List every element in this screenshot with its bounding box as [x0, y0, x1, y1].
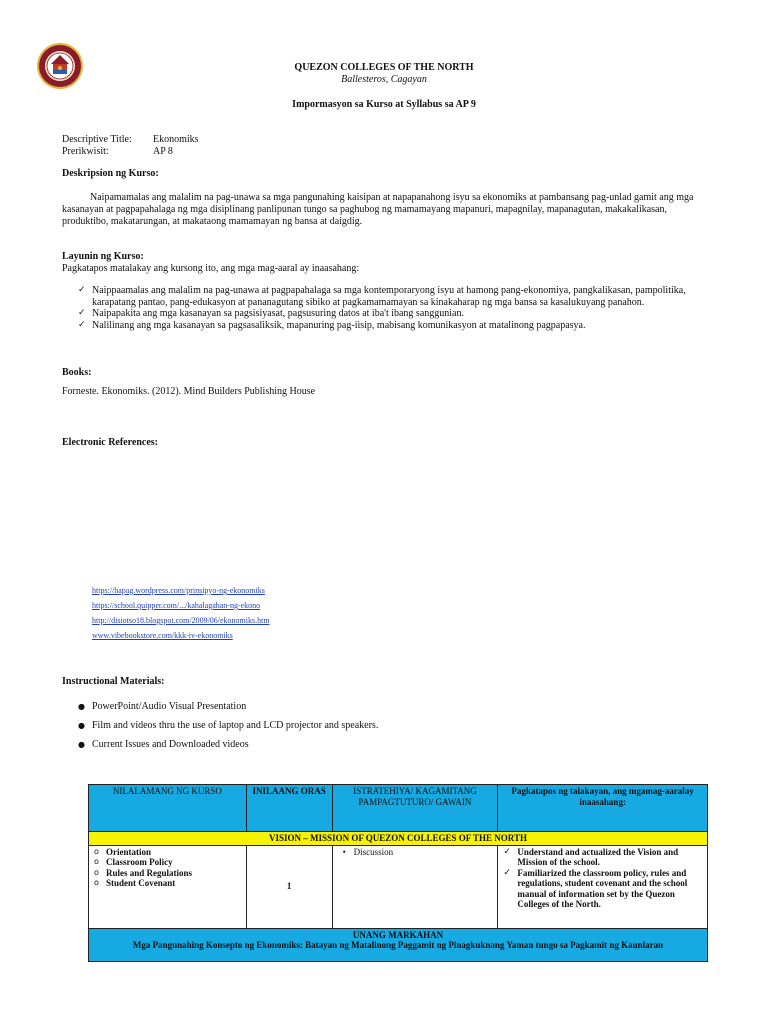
electronic-refs-heading: Electronic References: — [62, 437, 158, 448]
outcomes-cell — [498, 845, 708, 928]
vision-mission-text: VISION – MISSION OF QUEZON COLLEGES OF THE NORTH — [89, 832, 708, 846]
reference-link[interactable]: http://disiotso18.blogspot.com/2009/06/ekonomiks.htm — [92, 616, 270, 625]
title-label: Descriptive Title: — [62, 134, 132, 145]
list-item: o Student Covenant — [106, 878, 243, 889]
vision-mission-row — [89, 832, 708, 846]
column-header-hours: INILAANG ORAS — [246, 785, 332, 832]
content-cell — [89, 845, 247, 928]
objectives-list — [78, 285, 718, 331]
column-header-outcomes: Pagkatapos ng talakayan, ang mgamag-aaralay inaasahang: — [498, 785, 708, 832]
quarter-subtitle: Mga Pangunahing Konsepto ng Ekonomiks: Batayan ng Matalinong Paggamit ng Pinagkuknang Yaman tungo sa Pagkamit ng Kaunlaran — [132, 940, 664, 950]
hours-cell: 1 — [246, 845, 332, 928]
document-title: Impormasyon sa Kurso at Syllabus sa AP 9 — [292, 99, 476, 110]
prereq-value: AP 8 — [153, 146, 173, 157]
objectives-heading: Layunin ng Kurso: — [62, 251, 144, 262]
books-heading: Books: — [62, 367, 92, 378]
materials-list — [78, 700, 378, 757]
list-item: o Orientation — [106, 847, 243, 858]
check-mark-icon: ✓ — [78, 319, 86, 330]
book-entry: Forneste. Ekonomiks. (2012). Mind Builders Publishing House — [62, 386, 316, 397]
quarter-cell — [89, 928, 708, 961]
school-location: Ballesteros, Cagayan — [341, 74, 427, 85]
school-name: QUEZON COLLEGES OF THE NORTH — [294, 62, 474, 73]
column-header-strategy: ISTRATEHIYA/ KAGAMITANG PAMPAGTUTURO/ GAWAIN — [332, 785, 498, 832]
list-item: o Classroom Policy — [106, 857, 243, 868]
list-item: ✓ Naipapakita ang mga kasanayan sa pagsisiyasat, pagsusuring datos at iba't ibang sanggunian. — [78, 308, 464, 319]
bullet-icon: ● — [78, 721, 85, 730]
list-item: o Rules and Regulations — [106, 868, 243, 879]
syllabus-table — [88, 784, 708, 962]
table-header-row — [89, 785, 708, 832]
description-body: Naipamamalas ang malalim na pag-unawa sa mga pangunahing kaisipan at napapanahong isyu sa ekonomiks at pambansang pag-unlad gamit ang mga kasanayan at pagpapahalaga ng mga disiplinang panlipunan tungo sa paghubog ng mamamayang mapanuri, mapagnilay, mapanagutan, makakalikasan, produktibo, makatarungan, at makataong mamamayan ng bansa at daigdig. — [62, 192, 694, 227]
table-row — [89, 845, 708, 928]
reference-link[interactable]: https://school.quipper.com/.../kahalagahan-ng-ekono — [92, 601, 261, 610]
list-item: ● Current Issues and Downloaded videos — [78, 739, 249, 750]
list-item: ✓ Naippaamalas ang malalim na pag-unawa at pagpapahalaga sa mga kontemporaryong isyu at hamong pang-ekonomiya, pangkalikasan, pampolitika, karapatang pantao, pang-edukasyon at pananagutang sibiko at pagkamamamayan sa kinakaharap ng mga bansa sa kasalukuyang panahon. — [78, 285, 686, 308]
strategy-cell — [332, 845, 498, 928]
objectives-intro: Pagkatapos matalakay ang kursong ito, ang mga mag-aaral ay inaasahang: — [62, 263, 360, 274]
description-heading: Deskripsion ng Kurso: — [62, 168, 159, 179]
check-mark-icon: ✓ — [78, 308, 86, 318]
list-item: ✓ Familiarized the classroom policy, rules and regulations, student covenant and the school manual of information set by the Quezon Colleges of the North. — [517, 868, 704, 910]
column-header-content: NILALAMANG NG KURSO — [89, 785, 247, 832]
list-item: • Discussion — [354, 847, 495, 858]
quarter-title: UNANG MARKAHAN — [352, 929, 444, 940]
title-value: Ekonomiks — [153, 134, 199, 145]
list-item: ● PowerPoint/Audio Visual Presentation — [78, 701, 247, 712]
reference-link[interactable]: https://hapag.wordpress.com/prinsipyo-ng-ekonomiks — [92, 586, 265, 595]
check-mark-icon: ✓ — [78, 285, 86, 295]
quarter-row — [89, 928, 708, 961]
list-item: ● Film and videos thru the use of laptop and LCD projector and speakers. — [78, 720, 379, 731]
list-item: ✓ Nalilinang ang mga kasanayan sa pagsasaliksik, mapanuring pag-iisip, mabisang komunikasyon at matalinong pagpapasya. — [78, 319, 586, 331]
materials-heading: Instructional Materials: — [62, 676, 165, 687]
prereq-label: Prerikwisit: — [62, 146, 109, 157]
reference-links — [92, 583, 270, 643]
reference-link[interactable]: www.vibebookstore.com/kkk-iv-ekonomiks — [92, 631, 233, 640]
bullet-icon: ● — [78, 702, 85, 711]
bullet-icon: ● — [78, 740, 85, 749]
list-item: ✓ Understand and actualized the Vision and Mission of the school. — [517, 847, 704, 868]
